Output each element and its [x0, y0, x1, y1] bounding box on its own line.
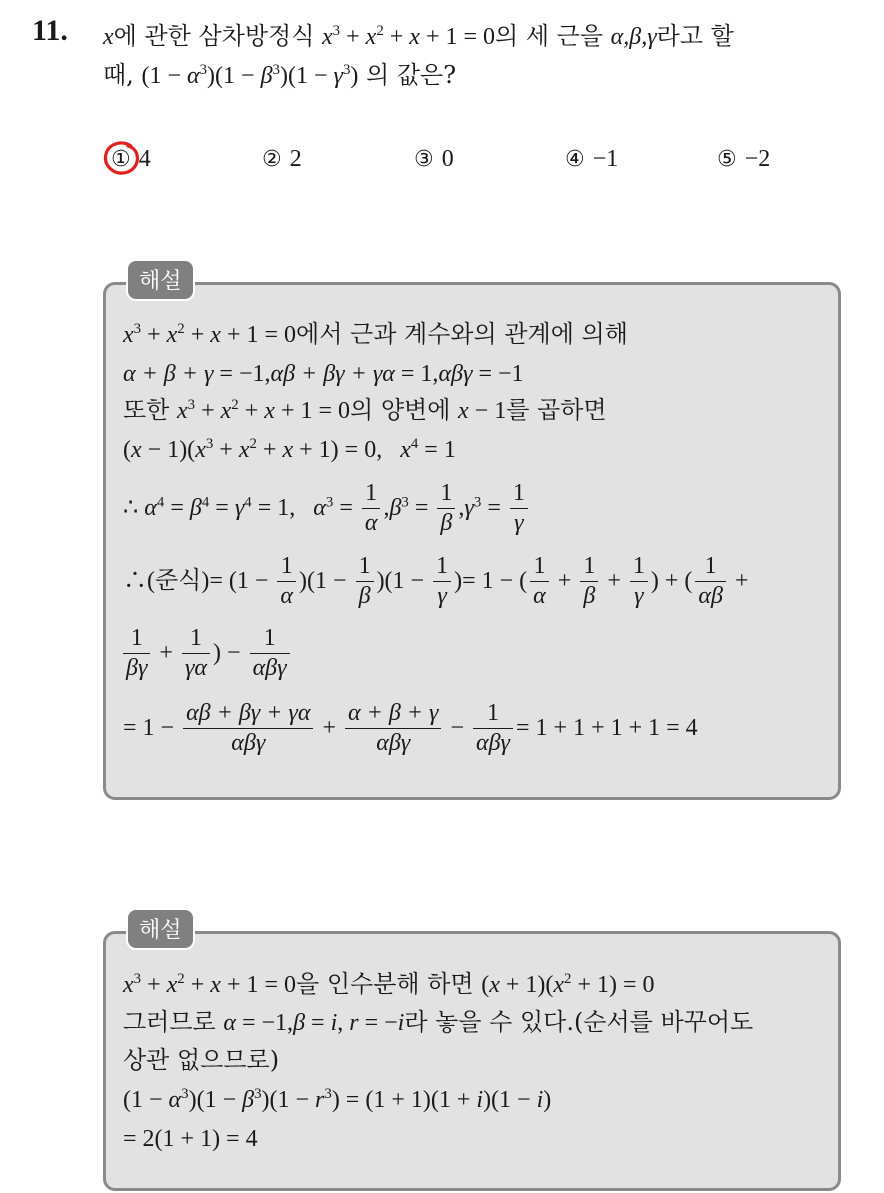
solution2-line-5: = 2(1 + 1) = 4	[123, 1126, 258, 1152]
fraction: $\frac{1}{\alpha}$	[530, 553, 549, 610]
fraction: $\frac{1}{\alpha\beta}$	[695, 553, 726, 610]
fraction: $\frac{1}{\gamma}$	[630, 553, 648, 610]
choice-2-mark: ②	[262, 147, 282, 172]
fraction: $\frac{1}{\gamma}$	[433, 553, 451, 610]
fraction: $\frac{\alpha\beta + \beta\gamma + \gamma\alpha}{\text{αβγ}}$	[183, 700, 313, 757]
fraction: $\frac{1}{\alpha}$	[277, 553, 296, 610]
question-line-2: 때, $(1 - \alpha^3)(1 - \beta^3)(1 - \gamma^3)$ 의 값은?	[103, 61, 457, 89]
choice-3-value: 0	[441, 146, 454, 172]
choice-5[interactable]	[717, 146, 770, 173]
solution1-line-6: ∴(준식)= (1 − $\frac{1}{\alpha}$ )(1 − $\frac{1}{\beta}$ )(1 − $\frac{1}{\gamma}$ )= 1 − ( $\frac{1}{\alpha}$ + $\frac{1}{\beta}$ + $\frac{1}{\gamma}$ ) + ( $\frac{1}{\alpha\beta}$ +	[123, 553, 749, 609]
fraction: $\frac{1}{\text{αβγ}}$	[473, 700, 513, 757]
fraction: $\frac{1}{\gamma}$	[510, 480, 528, 537]
solution2-line-1: $x^3 + x^2 + x + 1 = 0$을 인수분해 하면 $(x + 1)(x^2 + 1) = 0$	[123, 970, 655, 998]
choice-4[interactable]	[565, 146, 618, 173]
question-line-1: x에 관한 삼차방정식 $x^3 + x^2 + x + 1 = 0$의 세 근을 α,β,γ라고 할	[103, 22, 734, 50]
solution1-line-2: α + β + γ = −1,αβ + βγ + γα = 1,αβγ = −1	[123, 361, 524, 387]
solution2-line-4: $(1 - \alpha^3)(1 - \beta^3)(1 - r^3) = (1 + 1)(1 + i)(1 - i)$	[123, 1086, 552, 1113]
choice-1-value: 4	[138, 146, 151, 172]
solution1-line-5: ∴ $\alpha^4 = \beta^4 = \gamma^4 = 1$, $\alpha^3$ = $\frac{1}{\alpha}$ $,\beta^3$ = $\frac{1}{\beta}$ $,\gamma^3$ = $\frac{1}{\gamma}$	[123, 480, 531, 537]
solution1-line-1: $x^3 + x^2 + x + 1 = 0$에서 근과 계수와의 관계에 의해	[123, 320, 628, 348]
fraction: $\frac{1}{\beta}$	[580, 553, 598, 610]
solution1-line-7: $\frac{1}{\beta\gamma}$ + $\frac{1}{\gamma\alpha}$ ) − $\frac{1}{\text{αβγ}}$	[120, 625, 293, 682]
choice-4-value: −1	[592, 146, 619, 172]
choice-2[interactable]	[262, 146, 302, 173]
fraction: $\frac{1}{\beta}$	[356, 553, 374, 610]
selected-answer-mark-icon	[101, 137, 145, 181]
solution2-line-2: 그러므로 α = −1,β = i, r = −i라 놓을 수 있다.(순서를 바꾸어도	[123, 1008, 754, 1036]
fraction: $\frac{1}{\gamma\alpha}$	[182, 625, 210, 682]
fraction: $\frac{1}{\alpha}$	[362, 480, 381, 537]
choice-3-mark: ③	[414, 147, 434, 172]
choice-3[interactable]	[414, 146, 454, 173]
solution1-line-4: $(x - 1)(x^3 + x^2 + x + 1) = 0$, $x^4 = 1$	[123, 436, 456, 463]
fraction: $\frac{\alpha + \beta + \gamma}{\text{αβγ}}$	[345, 700, 441, 757]
choice-1-mark: ①	[111, 147, 131, 172]
solution-tag-2: 해설	[126, 908, 195, 950]
fraction: $\frac{1}{\text{αβγ}}$	[250, 625, 290, 682]
choice-2-value: 2	[289, 146, 302, 172]
fraction: $\frac{1}{\beta}$	[437, 480, 455, 537]
solution2-line-3: 상관 없으므로)	[123, 1046, 280, 1074]
choice-5-value: −2	[744, 146, 771, 172]
choice-4-mark: ④	[565, 147, 585, 172]
fraction: $\frac{1}{\beta\gamma}$	[123, 625, 150, 682]
solution-tag-1: 해설	[126, 259, 195, 301]
choice-5-mark: ⑤	[717, 147, 737, 172]
question-number: 11.	[32, 14, 68, 47]
solution1-line-8: = 1 − $\frac{\alpha\beta + \beta\gamma + \gamma\alpha}{\text{αβγ}}$ + $\frac{\alpha + \beta + \gamma}{\text{αβγ}}$ − $\frac{1}{\text{αβγ}}$ = 1 + 1 + 1 + 1 = 4	[123, 700, 698, 756]
solution1-line-3: 또한 $x^3 + x^2 + x + 1 = 0$의 양변에 x − 1를 곱하면	[123, 396, 607, 424]
